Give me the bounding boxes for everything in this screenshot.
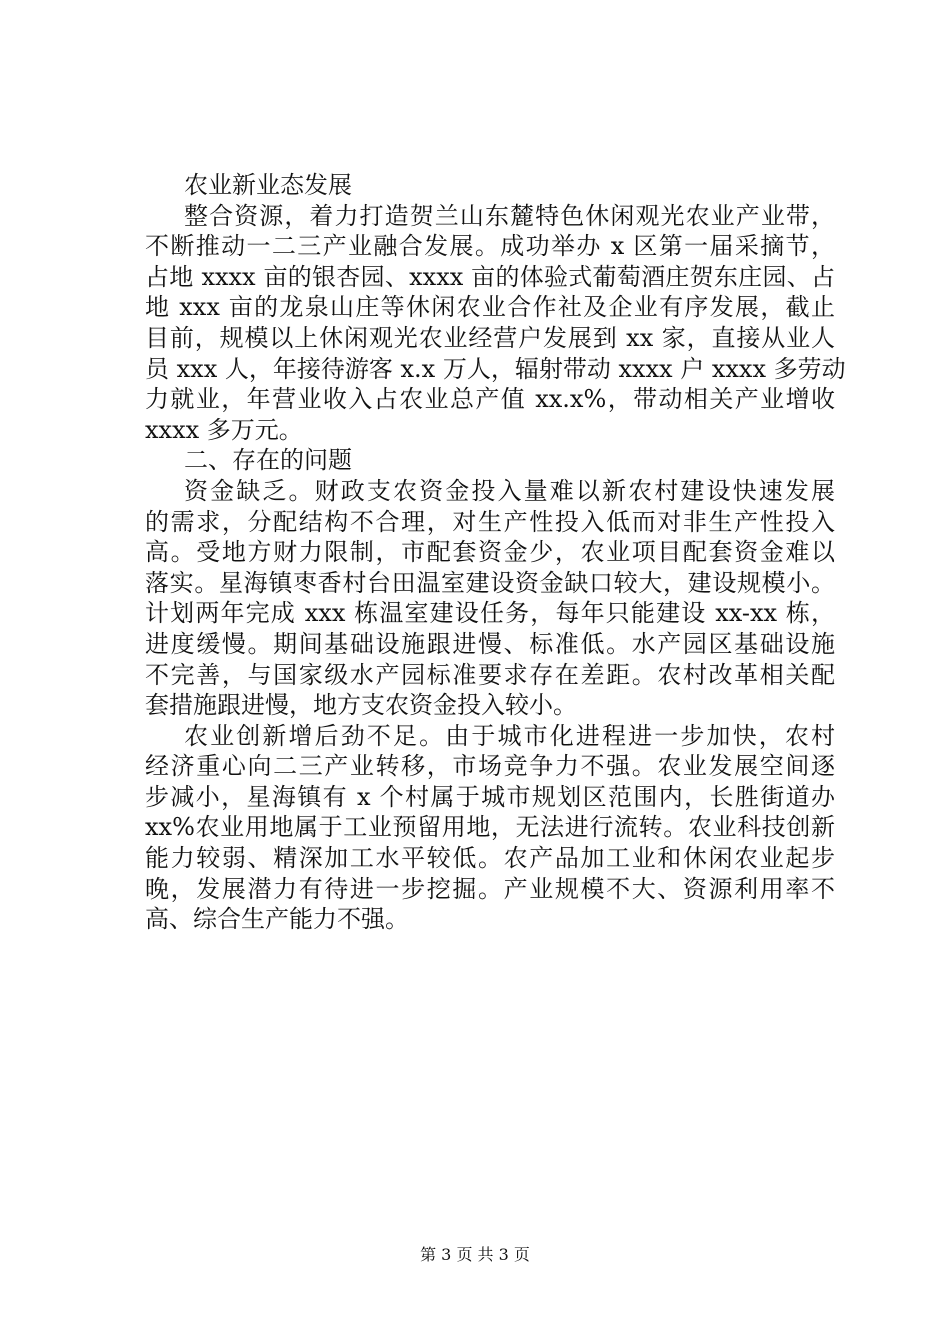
text-line: 步减小，星海镇有 x 个村属于城市规划区范围内，长胜街道办 (145, 782, 835, 811)
text-line: 农业创新增后劲不足。由于城市化进程进一步加快，农村 (184, 721, 835, 750)
text-line: 目前，规模以上休闲观光农业经营户发展到 xx 家，直接从业人 (145, 323, 835, 352)
text-line: 二、存在的问题 (184, 446, 352, 475)
text-line: 落实。星海镇枣香村台田温室建设资金缺口较大，建设规模小。 (145, 568, 835, 597)
text-line: xx%农业用地属于工业预留用地，无法进行流转。农业科技创新 (145, 813, 835, 842)
text-line: 的需求，分配结构不合理，对生产性投入低而对非生产性投入 (145, 507, 835, 536)
text-line: 资金缺乏。财政支农资金投入量难以新农村建设快速发展 (184, 476, 835, 505)
text-line: 农业新业态发展 (184, 171, 352, 199)
document-body (145, 170, 846, 935)
text-line: 进度缓慢。期间基础设施跟进慢、标准低。水产园区基础设施 (145, 629, 835, 658)
text-line: 套措施跟进慢，地方支农资金投入较小。 (145, 691, 577, 720)
page-footer: 第 3 页 共 3 页 (420, 1245, 530, 1264)
text-line: 整合资源，着力打造贺兰山东麓特色休闲观光农业产业带， (184, 201, 835, 230)
text-line: 员 xxx 人，年接待游客 x.x 万人，辐射带动 xxxx 户 xxxx 多劳动 (145, 354, 846, 383)
text-line: 高。受地方财力限制，市配套资金少，农业项目配套资金难以 (145, 538, 835, 567)
text-line: 占地 xxxx 亩的银杏园、xxxx 亩的体验式葡萄酒庄贺东庄园、占 (145, 262, 835, 291)
text-line: 经济重心向二三产业转移，市场竞争力不强。农业发展空间逐 (145, 752, 835, 781)
text-line: 高、综合生产能力不强。 (145, 905, 409, 934)
text-line: 计划两年完成 xxx 栋温室建设任务，每年只能建设 xx-xx 栋， (145, 599, 835, 628)
text-line: 晚，发展潜力有待进一步挖掘。产业规模不大、资源利用率不 (145, 874, 835, 903)
text-line: 不完善，与国家级水产园标准要求存在差距。农村改革相关配 (145, 660, 835, 689)
text-line: 能力较弱、精深加工水平较低。农产品加工业和休闲农业起步 (145, 844, 835, 873)
text-line: xxxx 多万元。 (145, 415, 303, 444)
text-line: 不断推动一二三产业融合发展。成功举办 x 区第一届采摘节， (145, 232, 835, 261)
text-line: 力就业，年营业收入占农业总产值 xx.x%，带动相关产业增收 (145, 385, 835, 414)
text-line: 地 xxx 亩的龙泉山庄等休闲农业合作社及企业有序发展，截止 (145, 293, 835, 322)
